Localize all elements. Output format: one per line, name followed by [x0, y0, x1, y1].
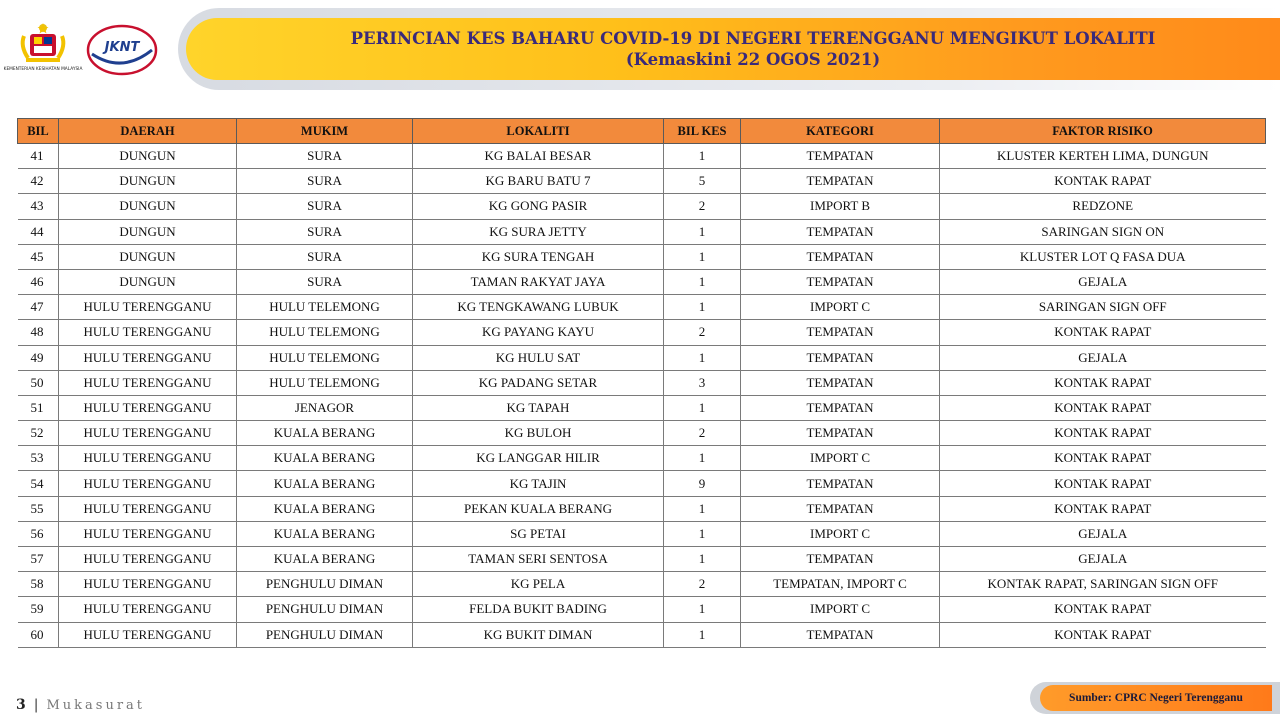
cell-bil: 56	[18, 521, 59, 546]
cell-daerah: HULU TERENGGANU	[59, 622, 237, 647]
table-row	[18, 219, 1266, 244]
cell-bil: 44	[18, 219, 59, 244]
cell-kategori: TEMPATAN	[741, 269, 940, 294]
cell-bil: 50	[18, 370, 59, 395]
cell-daerah: DUNGUN	[59, 169, 237, 194]
cell-bil-kes: 2	[664, 572, 741, 597]
cell-lokaliti: TAMAN SERI SENTOSA	[413, 547, 664, 572]
cell-bil: 47	[18, 295, 59, 320]
cell-daerah: DUNGUN	[59, 194, 237, 219]
cell-lokaliti: KG LANGGAR HILIR	[413, 446, 664, 471]
cell-faktor-risiko: KONTAK RAPAT, SARINGAN SIGN OFF	[940, 572, 1266, 597]
cell-kategori: TEMPATAN	[741, 144, 940, 169]
cell-lokaliti: KG PAYANG KAYU	[413, 320, 664, 345]
cell-bil-kes: 1	[664, 219, 741, 244]
cell-mukim: KUALA BERANG	[237, 547, 413, 572]
cell-faktor-risiko: GEJALA	[940, 269, 1266, 294]
cell-daerah: HULU TERENGGANU	[59, 421, 237, 446]
cell-faktor-risiko: KLUSTER KERTEH LIMA, DUNGUN	[940, 144, 1266, 169]
cell-lokaliti: KG TENGKAWANG LUBUK	[413, 295, 664, 320]
cell-kategori: TEMPATAN, IMPORT C	[741, 572, 940, 597]
cell-faktor-risiko: KONTAK RAPAT	[940, 421, 1266, 446]
cell-bil-kes: 1	[664, 622, 741, 647]
cell-bil: 45	[18, 244, 59, 269]
cell-faktor-risiko: GEJALA	[940, 345, 1266, 370]
table-row	[18, 169, 1266, 194]
cell-daerah: HULU TERENGGANU	[59, 446, 237, 471]
cell-bil: 57	[18, 547, 59, 572]
cell-lokaliti: PEKAN KUALA BERANG	[413, 496, 664, 521]
cell-mukim: HULU TELEMONG	[237, 320, 413, 345]
cell-lokaliti: KG BUKIT DIMAN	[413, 622, 664, 647]
cell-kategori: TEMPATAN	[741, 395, 940, 420]
cell-bil-kes: 1	[664, 269, 741, 294]
cell-faktor-risiko: KONTAK RAPAT	[940, 622, 1266, 647]
cases-table	[17, 118, 1266, 648]
cell-kategori: IMPORT B	[741, 194, 940, 219]
cell-mukim: PENGHULU DIMAN	[237, 622, 413, 647]
cell-faktor-risiko: SARINGAN SIGN OFF	[940, 295, 1266, 320]
cell-daerah: HULU TERENGGANU	[59, 471, 237, 496]
cell-bil: 41	[18, 144, 59, 169]
table-row	[18, 547, 1266, 572]
cell-lokaliti: KG PELA	[413, 572, 664, 597]
cell-faktor-risiko: KONTAK RAPAT	[940, 320, 1266, 345]
cell-daerah: HULU TERENGGANU	[59, 345, 237, 370]
table-row	[18, 471, 1266, 496]
cell-faktor-risiko: KONTAK RAPAT	[940, 169, 1266, 194]
cell-mukim: SURA	[237, 219, 413, 244]
cell-bil-kes: 1	[664, 144, 741, 169]
table-row	[18, 572, 1266, 597]
cell-kategori: IMPORT C	[741, 521, 940, 546]
cell-bil: 42	[18, 169, 59, 194]
table-row	[18, 496, 1266, 521]
table-row	[18, 370, 1266, 395]
table-row	[18, 446, 1266, 471]
table-row	[18, 295, 1266, 320]
cell-bil-kes: 2	[664, 320, 741, 345]
cell-lokaliti: KG BALAI BESAR	[413, 144, 664, 169]
page-number: 3	[16, 697, 26, 713]
cell-faktor-risiko: KONTAK RAPAT	[940, 395, 1266, 420]
cell-bil-kes: 1	[664, 295, 741, 320]
update-date: (Kemaskini 22 OGOS 2021)	[625, 50, 881, 69]
cell-mukim: SURA	[237, 169, 413, 194]
cell-bil-kes: 3	[664, 370, 741, 395]
cell-bil-kes: 1	[664, 496, 741, 521]
cell-kategori: TEMPATAN	[741, 547, 940, 572]
cell-lokaliti: KG BULOH	[413, 421, 664, 446]
cell-kategori: TEMPATAN	[741, 169, 940, 194]
column-header-daerah: DAERAH	[59, 119, 237, 144]
cell-mukim: KUALA BERANG	[237, 496, 413, 521]
cell-mukim: HULU TELEMONG	[237, 370, 413, 395]
cell-mukim: SURA	[237, 144, 413, 169]
cell-bil-kes: 2	[664, 421, 741, 446]
cell-kategori: TEMPATAN	[741, 421, 940, 446]
cell-kategori: IMPORT C	[741, 446, 940, 471]
table-row	[18, 521, 1266, 546]
cell-mukim: KUALA BERANG	[237, 446, 413, 471]
cell-daerah: HULU TERENGGANU	[59, 320, 237, 345]
ministry-of-health-logo	[3, 20, 83, 82]
cell-bil: 58	[18, 572, 59, 597]
cell-mukim: HULU TELEMONG	[237, 345, 413, 370]
table-row	[18, 421, 1266, 446]
cell-kategori: TEMPATAN	[741, 496, 940, 521]
cell-daerah: DUNGUN	[59, 244, 237, 269]
cell-faktor-risiko: KONTAK RAPAT	[940, 370, 1266, 395]
column-header-kategori: KATEGORI	[741, 119, 940, 144]
cell-bil-kes: 1	[664, 345, 741, 370]
jknt-logo	[86, 24, 158, 76]
table-row	[18, 395, 1266, 420]
title-banner	[186, 18, 1280, 80]
cell-faktor-risiko: KONTAK RAPAT	[940, 471, 1266, 496]
cell-lokaliti: KG HULU SAT	[413, 345, 664, 370]
column-header-faktor-risiko: FAKTOR RISIKO	[940, 119, 1266, 144]
cell-mukim: SURA	[237, 244, 413, 269]
cell-lokaliti: KG BARU BATU 7	[413, 169, 664, 194]
source-badge: Sumber: CPRC Negeri Terengganu	[1040, 685, 1272, 711]
table-header-row	[18, 119, 1266, 144]
cell-bil-kes: 1	[664, 547, 741, 572]
table-row	[18, 194, 1266, 219]
table-row	[18, 244, 1266, 269]
page-title: PERINCIAN KES BAHARU COVID-19 DI NEGERI TERENGGANU MENGIKUT LOKALITI	[350, 29, 1156, 48]
cell-mukim: HULU TELEMONG	[237, 295, 413, 320]
cell-lokaliti: KG TAPAH	[413, 395, 664, 420]
cell-mukim: SURA	[237, 269, 413, 294]
cell-bil: 49	[18, 345, 59, 370]
cell-faktor-risiko: GEJALA	[940, 521, 1266, 546]
cell-bil-kes: 1	[664, 395, 741, 420]
cell-bil: 46	[18, 269, 59, 294]
cell-kategori: TEMPATAN	[741, 244, 940, 269]
cell-daerah: HULU TERENGGANU	[59, 547, 237, 572]
footer-separator: |	[33, 697, 39, 713]
cell-lokaliti: KG PADANG SETAR	[413, 370, 664, 395]
cell-faktor-risiko: SARINGAN SIGN ON	[940, 219, 1266, 244]
column-header-bil: BIL	[18, 119, 59, 144]
cell-kategori: IMPORT C	[741, 295, 940, 320]
cell-mukim: KUALA BERANG	[237, 471, 413, 496]
table-row	[18, 597, 1266, 622]
cell-bil-kes: 5	[664, 169, 741, 194]
cell-bil: 51	[18, 395, 59, 420]
cell-daerah: HULU TERENGGANU	[59, 496, 237, 521]
cell-bil: 60	[18, 622, 59, 647]
cell-lokaliti: KG GONG PASIR	[413, 194, 664, 219]
cell-kategori: TEMPATAN	[741, 219, 940, 244]
cell-faktor-risiko: KONTAK RAPAT	[940, 496, 1266, 521]
cell-kategori: TEMPATAN	[741, 622, 940, 647]
cell-lokaliti: KG SURA JETTY	[413, 219, 664, 244]
cell-daerah: HULU TERENGGANU	[59, 597, 237, 622]
cell-bil: 54	[18, 471, 59, 496]
cell-bil-kes: 1	[664, 597, 741, 622]
cell-mukim: JENAGOR	[237, 395, 413, 420]
cell-kategori: TEMPATAN	[741, 320, 940, 345]
cell-bil: 59	[18, 597, 59, 622]
cell-daerah: HULU TERENGGANU	[59, 572, 237, 597]
table-row	[18, 144, 1266, 169]
cell-daerah: DUNGUN	[59, 144, 237, 169]
cell-mukim: PENGHULU DIMAN	[237, 597, 413, 622]
cell-kategori: TEMPATAN	[741, 471, 940, 496]
column-header-mukim: MUKIM	[237, 119, 413, 144]
cell-daerah: HULU TERENGGANU	[59, 395, 237, 420]
cell-kategori: TEMPATAN	[741, 370, 940, 395]
page-footer	[16, 697, 145, 713]
column-header-bil-kes: BIL KES	[664, 119, 741, 144]
column-header-lokaliti: LOKALITI	[413, 119, 664, 144]
svg-text:JKNT: JKNT	[104, 40, 140, 55]
cell-kategori: TEMPATAN	[741, 345, 940, 370]
cell-mukim: KUALA BERANG	[237, 421, 413, 446]
cell-daerah: HULU TERENGGANU	[59, 370, 237, 395]
table-row	[18, 622, 1266, 647]
cell-faktor-risiko: KLUSTER LOT Q FASA DUA	[940, 244, 1266, 269]
cell-bil: 48	[18, 320, 59, 345]
cell-kategori: IMPORT C	[741, 597, 940, 622]
cell-faktor-risiko: GEJALA	[940, 547, 1266, 572]
cell-bil: 43	[18, 194, 59, 219]
page-label: Mukasurat	[46, 697, 146, 713]
cell-lokaliti: KG SURA TENGAH	[413, 244, 664, 269]
table-row	[18, 269, 1266, 294]
cell-bil-kes: 9	[664, 471, 741, 496]
cell-daerah: HULU TERENGGANU	[59, 521, 237, 546]
cell-faktor-risiko: KONTAK RAPAT	[940, 597, 1266, 622]
table-row	[18, 320, 1266, 345]
cell-bil: 53	[18, 446, 59, 471]
cell-mukim: SURA	[237, 194, 413, 219]
cell-faktor-risiko: REDZONE	[940, 194, 1266, 219]
cell-bil-kes: 1	[664, 244, 741, 269]
cell-faktor-risiko: KONTAK RAPAT	[940, 446, 1266, 471]
cell-mukim: KUALA BERANG	[237, 521, 413, 546]
cell-lokaliti: SG PETAI	[413, 521, 664, 546]
cell-bil-kes: 1	[664, 521, 741, 546]
cell-lokaliti: FELDA BUKIT BADING	[413, 597, 664, 622]
cell-lokaliti: TAMAN RAKYAT JAYA	[413, 269, 664, 294]
cell-lokaliti: KG TAJIN	[413, 471, 664, 496]
cell-bil-kes: 1	[664, 446, 741, 471]
cell-daerah: HULU TERENGGANU	[59, 295, 237, 320]
cell-bil-kes: 2	[664, 194, 741, 219]
cell-daerah: DUNGUN	[59, 219, 237, 244]
cell-bil: 52	[18, 421, 59, 446]
cell-daerah: DUNGUN	[59, 269, 237, 294]
cell-mukim: PENGHULU DIMAN	[237, 572, 413, 597]
cell-bil: 55	[18, 496, 59, 521]
table-row	[18, 345, 1266, 370]
svg-text:KEMENTERIAN KESIHATAN MALAYSIA: KEMENTERIAN KESIHATAN MALAYSIA	[3, 67, 83, 72]
